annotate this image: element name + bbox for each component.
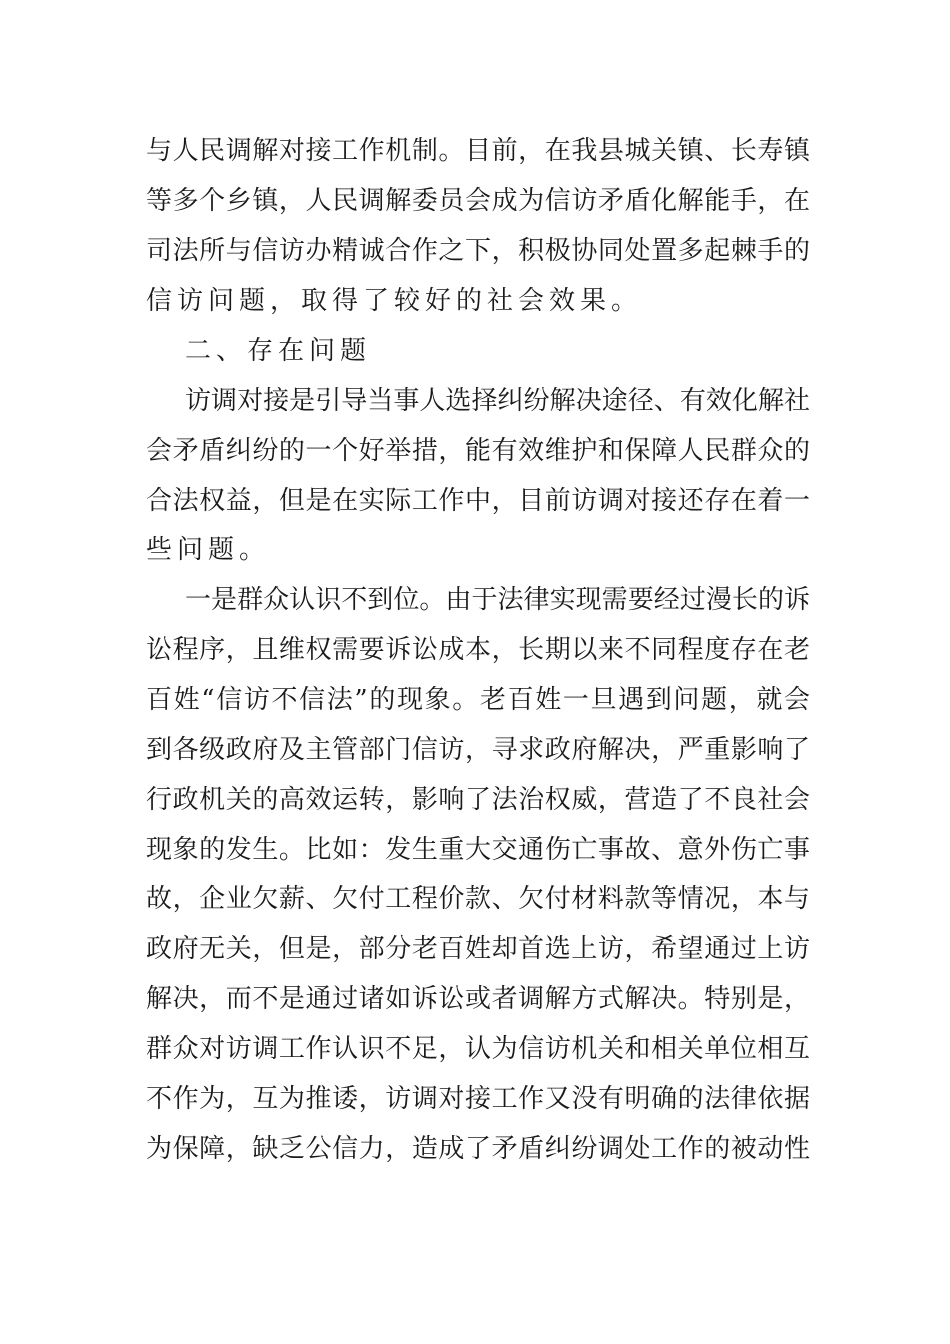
paragraph-1-line-1: 与人民调解对接工作机制。目前，在我县城关镇、长寿镇 — [146, 136, 810, 166]
paragraph-1-line-4: 信访问题，取得了较好的社会效果。 — [146, 286, 643, 316]
paragraph-3-line-5: 行政机关的高效运转，影响了法治权威，营造了不良社会 — [146, 785, 810, 815]
paragraph-1-line-3: 司法所与信访办精诚合作之下，积极协同处置多起棘手的 — [146, 236, 810, 266]
paragraph-2-line-4: 些问题。 — [146, 535, 271, 565]
paragraph-3-line-3: 百姓“信访不信法”的现象。老百姓一旦遇到问题，就会 — [146, 685, 810, 715]
paragraph-2-line-1: 访调对接是引导当事人选择纠纷解决途径、有效化解社 — [185, 386, 810, 416]
paragraph-3-line-1: 一是群众认识不到位。由于法律实现需要经过漫长的诉 — [185, 585, 810, 615]
paragraph-3-line-2: 讼程序，且维权需要诉讼成本，长期以来不同程度存在老 — [146, 635, 810, 665]
paragraph-1-line-2: 等多个乡镇，人民调解委员会成为信访矛盾化解能手，在 — [146, 186, 810, 216]
section-heading: 二、存在问题 — [185, 336, 372, 366]
paragraph-3-line-9: 解决，而不是通过诸如诉讼或者调解方式解决。特别是， — [146, 984, 810, 1014]
paragraph-3-line-6: 现象的发生。比如：发生重大交通伤亡事故、意外伤亡事 — [146, 835, 810, 865]
paragraph-3-line-7: 故，企业欠薪、欠付工程价款、欠付材料款等情况，本与 — [146, 884, 810, 914]
paragraph-2-line-2: 会矛盾纠纷的一个好举措，能有效维护和保障人民群众的 — [146, 436, 810, 466]
paragraph-2-line-3: 合法权益，但是在实际工作中，目前访调对接还存在着一 — [146, 486, 810, 516]
paragraph-3-line-10: 群众对访调工作认识不足，认为信访机关和相关单位相互 — [146, 1034, 810, 1064]
paragraph-3-line-11: 不作为，互为推诿，访调对接工作又没有明确的法律依据 — [146, 1084, 810, 1114]
paragraph-3-line-4: 到各级政府及主管部门信访，寻求政府解决，严重影响了 — [146, 735, 810, 765]
paragraph-3-line-8: 政府无关，但是，部分老百姓却首选上访，希望通过上访 — [146, 934, 810, 964]
paragraph-3-line-12: 为保障，缺乏公信力，造成了矛盾纠纷调处工作的被动性 — [146, 1134, 810, 1164]
